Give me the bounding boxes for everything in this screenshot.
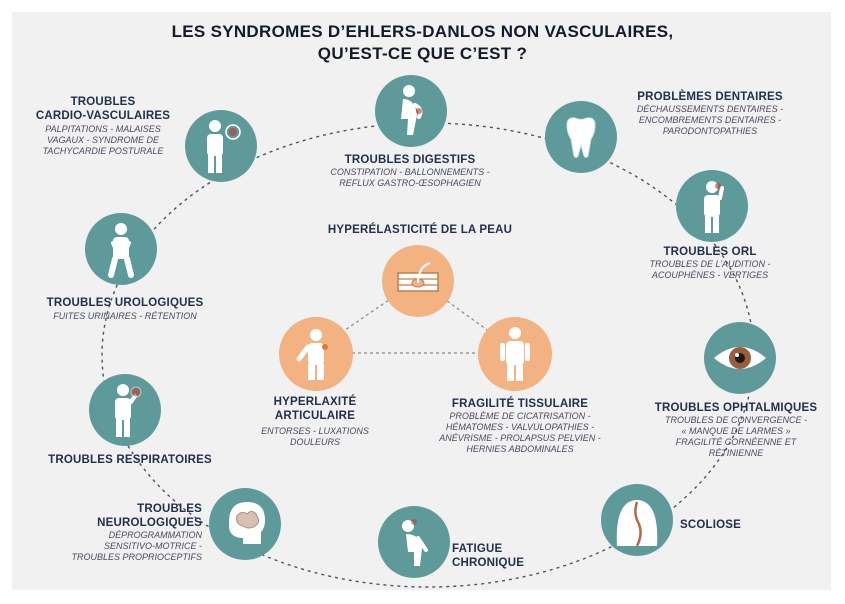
cardio-sub-3: TACHYCARDIE POSTURALE [42, 146, 164, 156]
page-title [0, 21, 845, 65]
chest-pain-person-icon [89, 374, 161, 446]
orl-sub-1: TROUBLES DE L’AUDITION - [649, 259, 771, 269]
digestifs-sub-2: REFLUX GASTRO-ŒSOPHAGIEN [339, 178, 481, 188]
neuro-title-line-2: NEUROLOGIQUES [97, 517, 202, 529]
fragilite-title: FRAGILITÉ TISSULAIRE [451, 398, 589, 410]
fatigue-title-line-2: CHRONIQUE [452, 557, 525, 569]
dentaires-subtitle [610, 104, 810, 137]
fragilite-sub-1: PROBLÈME DE CICATRISATION - [449, 411, 591, 421]
ophtalmiques-sub-4: RÉTINIENNE [708, 448, 764, 458]
ophtalmiques-sub-1: TROUBLES DE CONVERGENCE - [664, 415, 808, 425]
title-line-2: QU’EST-CE QUE C’EST ? [317, 44, 528, 63]
neuro-subtitle [22, 530, 202, 563]
fatigue-title [452, 542, 532, 570]
fragilite-sub-4: HERNIES ABDOMINALES [466, 444, 574, 454]
hyperlaxite-subtitle [235, 426, 395, 448]
ear-pain-person-icon [676, 170, 748, 242]
cardio-title [28, 95, 178, 123]
fragilite-subtitle [410, 411, 630, 455]
cardio-sub-1: PALPITATIONS - MALAISES [45, 124, 161, 134]
cardio-title-line-2: CARDIO-VASCULAIRES [35, 110, 171, 122]
digestifs-sub-1: CONSTIPATION - BALLONNEMENTS - [330, 167, 490, 177]
peau-title: HYPERÉLASTICITÉ DE LA PEAU [327, 224, 513, 236]
cardio-sub-2: VAGAUX - SYNDROME DE [46, 135, 160, 145]
cardio-title-line-1: TROUBLES [70, 96, 136, 108]
joint-pain-person-icon [279, 317, 353, 391]
title-line-1: LES SYNDROMES D’EHLERS-DANLOS NON VASCULAIRES, [171, 22, 674, 41]
urinary-person-icon [85, 213, 157, 285]
ophtalmiques-sub-3: FRAGILITÉ CORNÉENNE ET [675, 437, 797, 447]
urologiques-title: TROUBLES UROLOGIQUES [46, 297, 204, 309]
neuro-title [42, 502, 202, 530]
dentaires-sub-3: PARODONTOPATHIES [662, 126, 758, 136]
scoliose-title: SCOLIOSE [680, 519, 742, 531]
fragilite-sub-3: ANÉVRISME - PROLAPSUS PELVIEN - [439, 433, 601, 443]
dentaires-sub-2: ENCOMBREMENTS DENTAIRES - [638, 115, 782, 125]
digestifs-subtitle [290, 167, 530, 189]
orl-subtitle [615, 259, 805, 281]
neuro-sub-3: TROUBLES PROPRIOCEPTIFS [71, 552, 202, 562]
urologiques-subtitle: FUITES URINAIRES - RÉTENTION [53, 311, 197, 321]
dentaires-title: PROBLÈMES DENTAIRES [637, 91, 783, 103]
dentaires-sub-1: DÉCHAUSSEMENTS DENTAIRES - [636, 104, 784, 114]
hyperlaxite-title-line-1: HYPERLAXITÉ [273, 396, 357, 408]
neuro-sub-1: DÉPROGRAMMATION [108, 530, 202, 540]
orl-title: TROUBLES ORL [663, 246, 757, 258]
spine-back-icon [601, 484, 673, 556]
eye-icon [704, 322, 776, 394]
respiratoires-title: TROUBLES RESPIRATOIRES [48, 454, 212, 466]
hyperlaxite-title-line-2: ARTICULAIRE [274, 410, 356, 422]
fatigue-title-line-1: FATIGUE [452, 543, 503, 555]
heart-person-icon [185, 110, 257, 182]
orl-sub-2: ACOUPHÈNES - VERTIGES [651, 270, 769, 280]
ophtalmiques-title: TROUBLES OPHTALMIQUES [654, 402, 818, 414]
ophtalmiques-sub-2: « MANQUE DE LARMES » [681, 426, 791, 436]
tired-person-icon [378, 506, 450, 578]
neuro-sub-2: SENSITIVO-MOTRICE - [103, 541, 202, 551]
hyperlaxite-title [245, 395, 385, 423]
neuro-title-line-1: TROUBLES [137, 503, 202, 515]
ophtalmiques-subtitle [636, 415, 836, 459]
fragilite-sub-2: HÉMATOMES - VALVULOPATHIES - [445, 422, 595, 432]
digestifs-title: TROUBLES DIGESTIFS [344, 154, 476, 166]
skin-layers-icon [382, 245, 454, 317]
tooth-icon [545, 101, 617, 173]
brain-head-icon [209, 488, 281, 560]
hyperlaxite-sub-1: ENTORSES - LUXATIONS [261, 426, 369, 436]
hyperlaxite-sub-2: DOULEURS [289, 437, 340, 447]
cardio-subtitle [20, 124, 186, 157]
standing-person-icon [478, 317, 552, 391]
stomach-pain-person-icon [375, 75, 447, 147]
